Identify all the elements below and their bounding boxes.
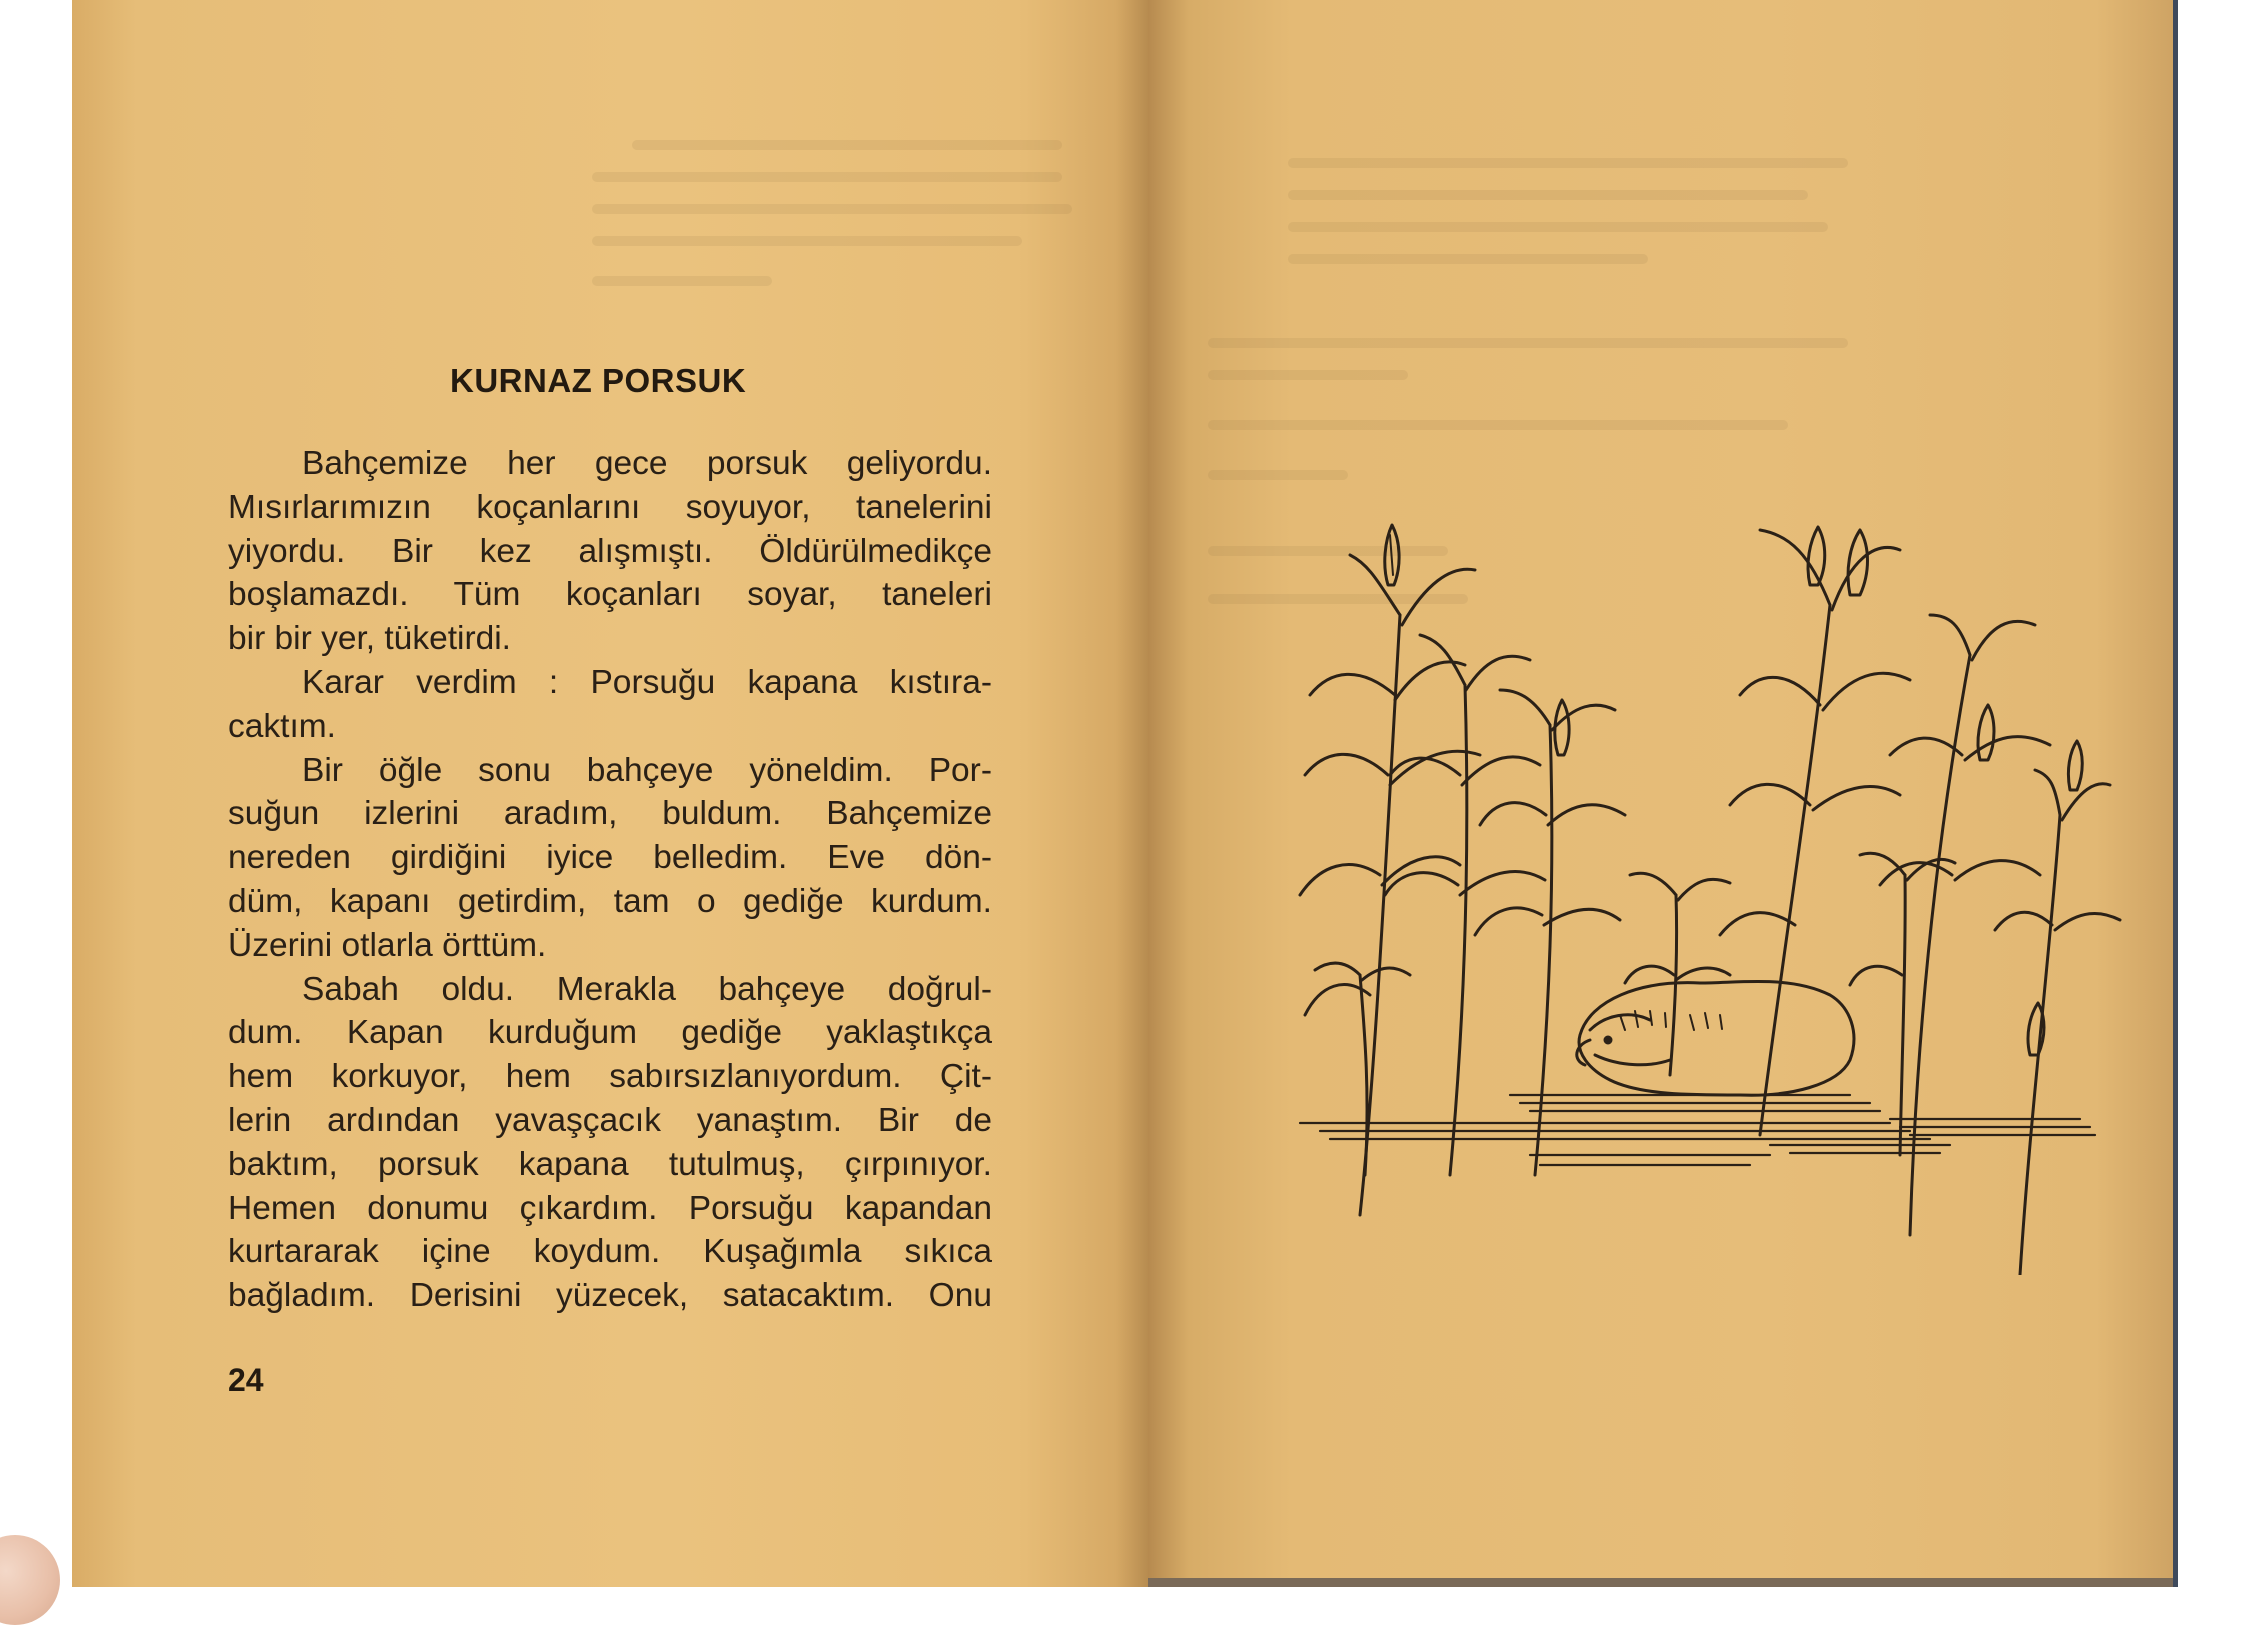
text-line: Mısırlarımızın koçanlarını soyuyor, tanelerini <box>228 488 992 526</box>
text-line: dum. Kapan kurduğum gediğe yaklaştıkça <box>228 1014 992 1052</box>
show-through-text <box>1288 254 1648 264</box>
show-through-text <box>592 236 1022 246</box>
show-through-text <box>1208 420 1788 430</box>
show-through-text <box>592 276 772 286</box>
page-number: 24 <box>228 1362 264 1398</box>
text-line: lerin ardından yavaşçacık yanaştım. Bir de <box>228 1101 992 1139</box>
text-line: Bir öğle sonu bahçeye yöneldim. Por- <box>302 751 992 789</box>
text-line: bağladım. Derisini yüzecek, satacaktım. Onu <box>228 1277 992 1315</box>
left-page <box>72 0 1148 1587</box>
book-edge <box>2173 0 2178 1587</box>
page-edge-shadow <box>1148 1578 2178 1587</box>
corn-stalk <box>1300 525 1480 1215</box>
show-through-text <box>1288 222 1828 232</box>
text-line: Bahçemize her gece porsuk geliyordu. <box>302 445 992 482</box>
corn-stalk <box>1995 741 2120 1275</box>
text-line: suğun izlerini aradım, buldum. Bahçemize <box>228 795 992 833</box>
text-line: Karar verdim : Porsuğu kapana kıstıra- <box>302 663 992 701</box>
show-through-text <box>592 204 1072 214</box>
show-through-text <box>632 140 1062 150</box>
text-line: baktım, porsuk kapana tutulmuş, çırpınıyor. <box>228 1145 992 1183</box>
corn-stalk <box>1850 853 1955 1155</box>
show-through-text <box>1288 158 1848 168</box>
text-line: boşlamazdı. Tüm koçanları soyar, taneleri <box>228 576 992 614</box>
text-line: yiyordu. Bir kez alışmıştı. Öldürülmedikçe <box>228 532 992 570</box>
text-line: hem korkuyor, hem sabırsızlanıyordum. Çit- <box>228 1058 992 1096</box>
story-body <box>228 442 992 1318</box>
badger-in-cornfield-illustration <box>1290 455 2130 1275</box>
show-through-text <box>1208 338 1848 348</box>
badger-figure <box>1577 981 1854 1095</box>
show-through-text <box>592 172 1062 182</box>
text-line: Hemen donumu çıkardım. Porsuğu kapandan <box>228 1189 992 1227</box>
text-line: kurtararak içine koydum. Kuşağımla sıkıca <box>228 1233 992 1271</box>
corn-stalk <box>1720 527 1910 1135</box>
text-line: nereden girdiğini iyice belledim. Eve dön- <box>228 839 992 877</box>
corn-stalk <box>1315 963 1410 1175</box>
text-line: Üzerini otlarla örttüm. <box>228 926 547 964</box>
text-line: Sabah oldu. Merakla bahçeye doğrul- <box>302 970 992 1008</box>
ground-hatching <box>1300 1095 2095 1165</box>
text-line: caktım. <box>228 707 336 745</box>
show-through-text <box>1208 370 1408 380</box>
reader-thumb <box>0 1535 60 1625</box>
text-line: düm, kapanı getirdim, tam o gediğe kurdum. <box>228 882 992 920</box>
show-through-text <box>1288 190 1808 200</box>
text-line: bir bir yer, tüketirdi. <box>228 620 511 658</box>
corn-stalk <box>1625 873 1730 1075</box>
story-title: KURNAZ PORSUK <box>450 362 747 399</box>
